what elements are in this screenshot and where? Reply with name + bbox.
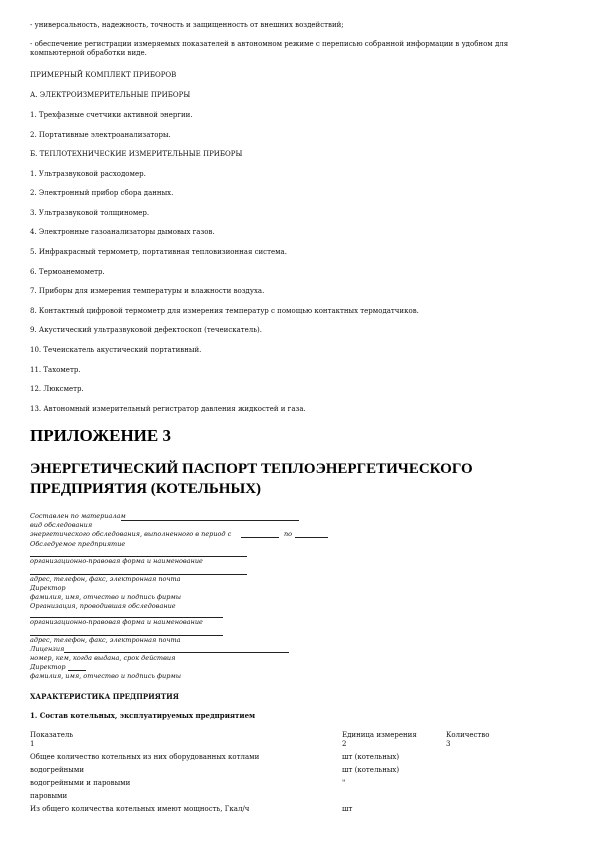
form-survey-period: энергетического обследования, выполненного в период с: [30, 530, 232, 538]
form-fio-2: фамилия, имя, отчество и подпись фирмы: [30, 672, 182, 680]
form-org-form-1: организационно-правовая форма и наименование: [30, 557, 203, 565]
list-item: 9. Акустический ультразвуковой дефектоскоп (течеискатель).: [30, 326, 263, 334]
list-item: 6. Термоанемометр.: [30, 268, 105, 276]
form-org-form-2: организационно-правовая форма и наименование: [30, 618, 203, 626]
list-item: 1. Ультразвуковой расходомер.: [30, 170, 146, 178]
appendix-label: ПРИЛОЖЕНИЕ 3: [30, 426, 171, 445]
kit-title: ПРИМЕРНЫЙ КОМПЛЕКТ ПРИБОРОВ: [30, 71, 177, 79]
form-enterprise: Обследуемое предприятие: [30, 540, 126, 548]
form-director-2: Директор: [30, 663, 66, 671]
list-item: 8. Контактный цифровой термометр для измерения температур с помощью контактных термодатчиков.: [30, 307, 419, 315]
table-cell: водогрейными и паровыми: [30, 779, 131, 787]
intro-line-1: - универсальность, надежность, точность и защищенность от внешних воздействий;: [30, 21, 344, 29]
form-survey-type: вид обследования: [30, 521, 93, 529]
list-item: 5. Инфракрасный термометр, портативная тепловизионная система.: [30, 248, 287, 256]
appendix-title: ЭНЕРГЕТИЧЕСКИЙ ПАСПОРТ ТЕПЛОЭНЕРГЕТИЧЕСКОГО ПРЕДПРИЯТИЯ (КОТЕЛЬНЫХ): [30, 461, 473, 497]
form-compiled-line: [121, 520, 299, 521]
table-header-cell: Количество: [446, 731, 490, 739]
list-item: 1. Трехфазные счетчики активной энергии.: [30, 111, 193, 119]
form-period-to-line: [295, 537, 328, 538]
form-period-from-line: [241, 537, 279, 538]
form-fio-1: фамилия, имя, отчество и подпись фирмы: [30, 593, 182, 601]
table-cell: паровыми: [30, 792, 68, 800]
form-organization: Организация, проводившая обследование: [30, 602, 176, 610]
table-number-row: [30, 740, 570, 753]
table-cell: шт: [342, 805, 353, 813]
intro-line-2: - обеспечение регистрации измеряемых показателей в автономном режиме с переписью собранной информации в удобном для компьютерной обработки виде.: [30, 40, 509, 57]
form-director-line: [68, 670, 86, 671]
list-item: 12. Люксметр.: [30, 385, 84, 393]
list-item: 10. Течеискатель акустический портативный.: [30, 346, 202, 354]
form-compiled-label: Составлен по материалам: [30, 512, 126, 520]
characteristics-subtitle: 1. Состав котельных, эксплуатируемых предприятием: [30, 711, 256, 720]
form-address-1: адрес, телефон, факс, электронная почта: [30, 575, 181, 583]
boilers-table: [30, 731, 570, 818]
table-cell: шт (котельных): [342, 753, 400, 761]
list-item: 7. Приборы для измерения температуры и влажности воздуха.: [30, 287, 265, 295]
form-period-to: по: [284, 530, 293, 538]
table-row: [30, 766, 570, 779]
list-item: 2. Электронный прибор сбора данных.: [30, 189, 174, 197]
form-license-line: [64, 652, 289, 653]
list-item: 13. Автономный измерительный регистратор давления жидкостей и газа.: [30, 405, 306, 413]
table-cell: Из общего количества котельных имеют мощность, Гкал/ч: [30, 805, 250, 813]
table-number-cell: 2: [342, 740, 347, 748]
characteristics-title: ХАРАКТЕРИСТИКА ПРЕДПРИЯТИЯ: [30, 692, 179, 701]
section-a-title: А. ЭЛЕКТРОИЗМЕРИТЕЛЬНЫЕ ПРИБОРЫ: [30, 91, 191, 99]
table-cell: Общее количество котельных из них оборудованных котлами: [30, 753, 260, 761]
table-cell: водогрейными: [30, 766, 84, 774]
table-number-cell: 3: [446, 740, 451, 748]
form-license: Лицензия: [30, 645, 65, 653]
table-row: [30, 779, 570, 792]
form-director-1: Директор: [30, 584, 66, 592]
table-number-cell: 1: [30, 740, 35, 748]
table-row: [30, 805, 570, 818]
list-item: 11. Тахометр.: [30, 366, 81, 374]
table-row: [30, 753, 570, 766]
section-b-title: Б. ТЕПЛОТЕХНИЧЕСКИЕ ИЗМЕРИТЕЛЬНЫЕ ПРИБОРЫ: [30, 150, 243, 158]
form-address-2: адрес, телефон, факс, электронная почта: [30, 636, 181, 644]
table-cell: ": [342, 779, 346, 787]
list-item: 3. Ультразвуковой толщиномер.: [30, 209, 150, 217]
table-cell: шт (котельных): [342, 766, 400, 774]
table-header-cell: Показатель: [30, 731, 74, 739]
list-item: 4. Электронные газоанализаторы дымовых газов.: [30, 228, 215, 236]
table-row: [30, 792, 570, 805]
table-header-cell: Единица измерения: [342, 731, 417, 739]
list-item: 2. Портативные электроанализаторы.: [30, 131, 171, 139]
form-license-details: номер, кем, когда выдана, срок действия: [30, 654, 176, 662]
